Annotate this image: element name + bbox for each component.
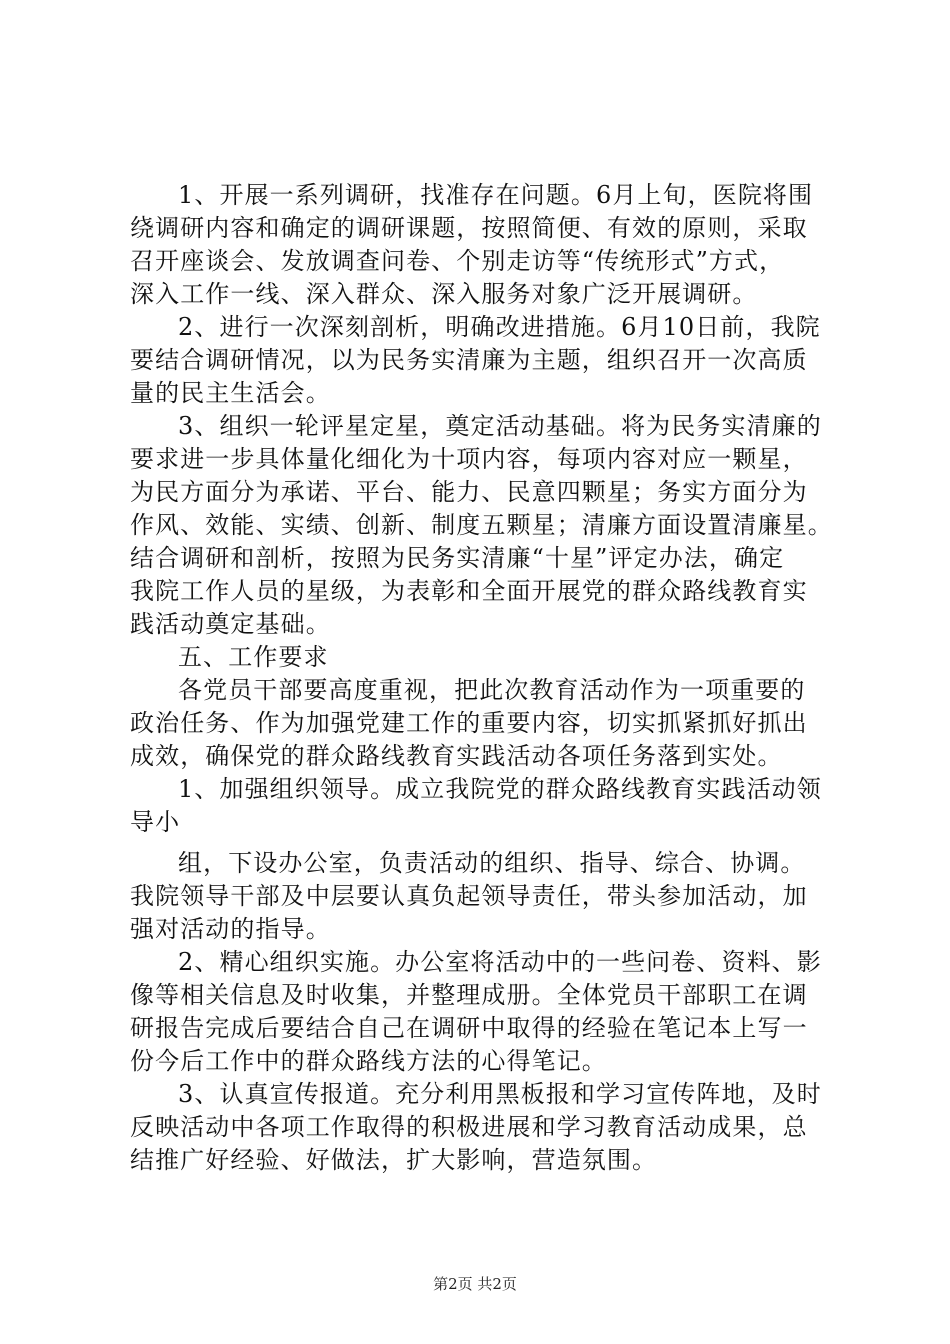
- paragraph-line: 份今后工作中的群众路线方法的心得笔记。: [130, 1047, 607, 1075]
- paragraph-line: 我院领导干部及中层要认真负起领导责任，带头参加活动，加: [130, 882, 808, 910]
- paragraph-line: 作风、效能、实绩、创新、制度五颗星；清廉方面设置清廉星。: [130, 511, 833, 539]
- paragraph-line: 3、认真宣传报道。充分利用黑板报和学习宣传阵地，及时: [178, 1080, 822, 1108]
- paragraph-line: 像等相关信息及时收集，并整理成册。全体党员干部职工在调: [130, 981, 808, 1009]
- paragraph-line: 1、开展一系列调研，找准存在问题。6月上旬，医院将围: [178, 181, 814, 209]
- paragraph-line: 绕调研内容和确定的调研课题，按照简便、有效的原则，采取: [130, 214, 808, 242]
- paragraph-line: 2、进行一次深刻剖析，明确改进措施。6月10日前，我院: [178, 313, 821, 341]
- paragraph-line: 践活动奠定基础。: [130, 610, 331, 638]
- paragraph-line: 各党员干部要高度重视，把此次教育活动作为一项重要的: [178, 676, 806, 704]
- paragraph-line: 3、组织一轮评星定星，奠定活动基础。将为民务实清廉的: [178, 412, 822, 440]
- page-number-footer: 第2页 共2页: [433, 1275, 517, 1293]
- paragraph-line: 深入工作一线、深入群众、深入服务对象广泛开展调研。: [130, 280, 758, 308]
- paragraph-line: 成效，确保党的群众路线教育实践活动各项任务落到实处。: [130, 742, 783, 770]
- paragraph-line: 强对活动的指导。: [130, 915, 331, 943]
- paragraph-line: 要结合调研情况，以为民务实清廉为主题，组织召开一次高质: [130, 346, 808, 374]
- section-heading: 五、工作要求: [178, 643, 329, 671]
- paragraph-line: 1、加强组织领导。成立我院党的群众路线教育实践活动领: [178, 775, 822, 803]
- paragraph-line: 导小: [130, 808, 181, 836]
- paragraph-line: 研报告完成后要结合自己在调研中取得的经验在笔记本上写一: [130, 1014, 808, 1042]
- paragraph-line: 我院工作人员的星级，为表彰和全面开展党的群众路线教育实: [130, 577, 808, 605]
- paragraph-line: 为民方面分为承诺、平台、能力、民意四颗星；务实方面分为: [130, 478, 808, 506]
- paragraph-line: 反映活动中各项工作取得的积极进展和学习教育活动成果，总: [130, 1113, 808, 1141]
- paragraph-line: 政治任务、作为加强党建工作的重要内容，切实抓紧抓好抓出: [130, 709, 808, 737]
- paragraph-line: 结推广好经验、好做法，扩大影响，营造氛围。: [130, 1146, 658, 1174]
- paragraph-line: 2、精心组织实施。办公室将活动中的一些问卷、资料、影: [178, 948, 822, 976]
- paragraph-line: 要求进一步具体量化细化为十项内容，每项内容对应一颗星，: [130, 445, 808, 473]
- paragraph-line: 召开座谈会、发放调查问卷、个别走访等“传统形式”方式，: [130, 247, 785, 275]
- paragraph-line: 量的民主生活会。: [130, 379, 331, 407]
- paragraph-line: 结合调研和剖析，按照为民务实清廉“十星”评定办法，确定: [130, 544, 785, 572]
- paragraph-line: 组，下设办公室，负责活动的组织、指导、综合、协调。: [178, 849, 806, 877]
